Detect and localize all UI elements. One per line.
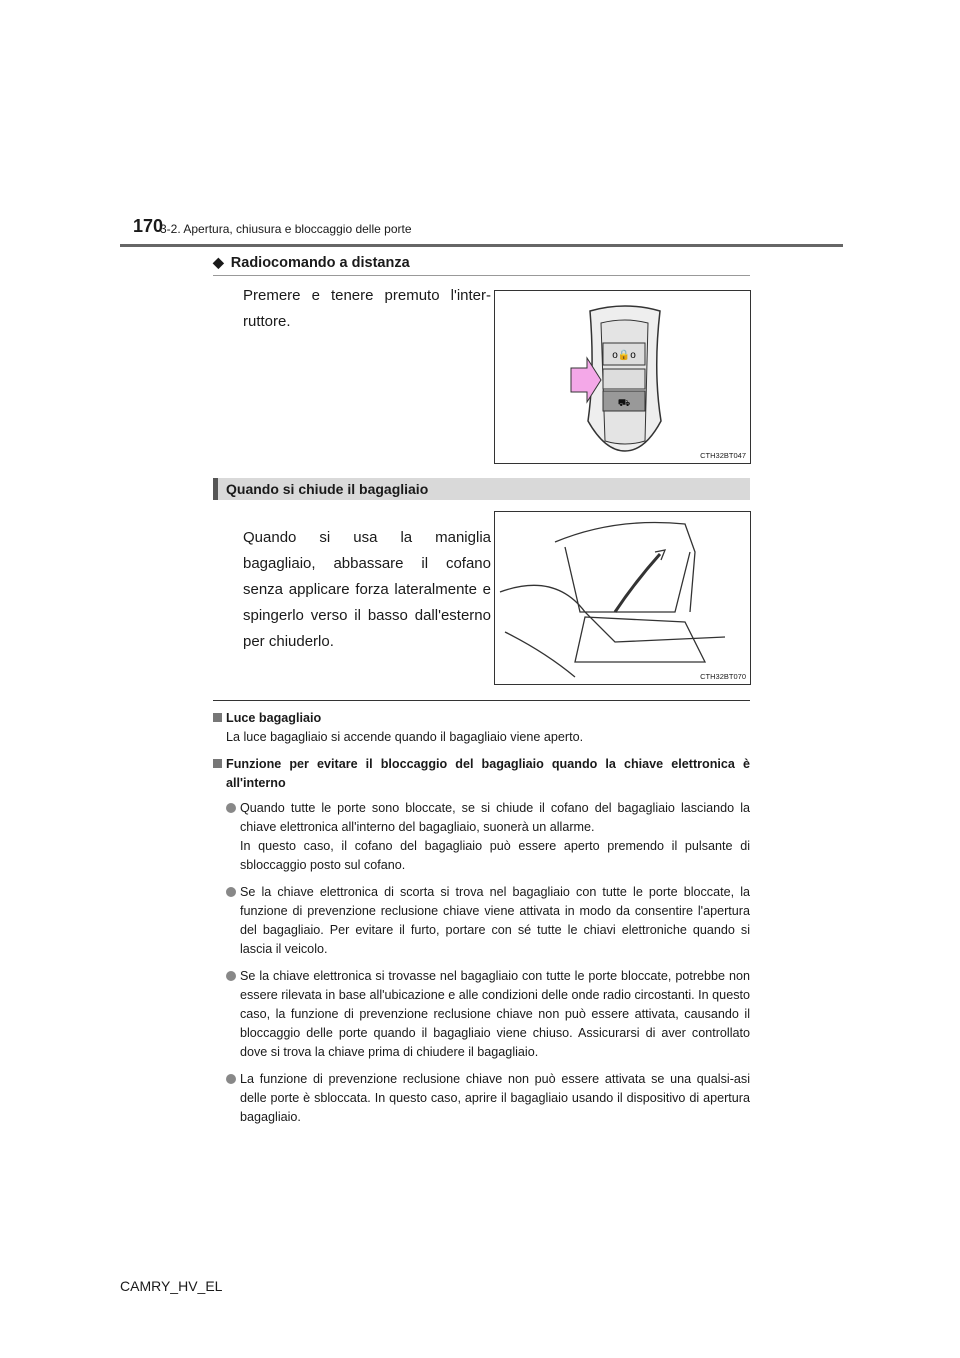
- figure-code: CTH32BT047: [700, 451, 746, 460]
- divider: [213, 275, 750, 276]
- diamond-icon: ◆: [213, 254, 224, 270]
- section-title: Quando si chiude il bagagliaio: [226, 481, 429, 497]
- svg-text:⛟: ⛟: [617, 398, 631, 409]
- square-bullet-icon: [213, 759, 222, 768]
- bullet-text: Se la chiave elettronica si trovasse nel bagagliaio con tutte le porte bloccate, potrebbe non essere rilevata in base all'ubicazione e alle condizioni delle onde radio circostanti. In questo caso, la funzione di prevenzione reclusione chiave non può essere attivata, causando il bloccaggio delle porte quando il bagagliaio viene chiuso. Assicurarsi di aver controllato dove si trova la chiave prima di chiudere il bagagliaio.: [240, 969, 750, 1059]
- divider: [213, 700, 750, 701]
- page-number: 170: [133, 216, 164, 236]
- circle-bullet-icon: [226, 887, 236, 897]
- note-title: Funzione per evitare il bloccaggio del bagagliaio quando la chiave elettronica è all'interno: [226, 757, 750, 790]
- key-fob-illustration: [495, 291, 750, 463]
- bullet-item: [226, 967, 750, 1062]
- circle-bullet-icon: [226, 971, 236, 981]
- key-fob-figure: [494, 290, 751, 464]
- trunk-illustration: [495, 512, 750, 684]
- bullet-item: [226, 799, 750, 875]
- chapter-title: 3-2. Apertura, chiusura e bloccaggio delle porte: [160, 222, 412, 236]
- header-rule: [120, 244, 843, 247]
- footer-model-code: CAMRY_HV_EL: [120, 1278, 223, 1294]
- instruction-text: Premere e tenere premuto l'inter-ruttore.: [243, 287, 491, 330]
- subsection-title: Radiocomando a distanza: [230, 255, 410, 271]
- notes: [213, 709, 750, 1135]
- note-heading: [213, 755, 750, 793]
- note-title: Luce bagagliaio: [226, 711, 322, 725]
- note-text: La luce bagagliaio si accende quando il bagagliaio viene aperto.: [226, 730, 584, 744]
- trunk-figure: [494, 511, 751, 685]
- note-heading: [213, 709, 750, 728]
- subsection-heading: [213, 254, 410, 271]
- section-text: Quando si usa la maniglia bagagliaio, abbassare il cofano senza applicare forza lateralmente e spingerlo verso il basso dall'esterno per chiuderlo.: [243, 529, 491, 650]
- bullet-text: Se la chiave elettronica di scorta si trova nel bagagliaio con tutte le porte bloccate, la funzione di prevenzione reclusione chiave viene attivata in modo da consentire l'apertura del bagagliaio. Per evitare il furto, portare con sé tutte le chiavi elettroniche quando si lascia il veicolo.: [240, 885, 750, 956]
- bullet-item: [226, 883, 750, 959]
- circle-bullet-icon: [226, 803, 236, 813]
- bullet-item: [226, 1070, 750, 1127]
- square-bullet-icon: [213, 713, 222, 722]
- svg-text:o🔒o: o🔒o: [612, 350, 636, 361]
- circle-bullet-icon: [226, 1074, 236, 1084]
- bullet-text: In questo caso, il cofano del bagagliaio può essere aperto premendo il pulsante di sbloccaggio posto sul cofano.: [240, 839, 750, 872]
- section-heading: [213, 478, 750, 500]
- figure-code: CTH32BT070: [700, 672, 746, 681]
- bullet-text: La funzione di prevenzione reclusione chiave non può essere attivata se una qualsi-asi delle porte è sbloccata. In questo caso, aprire il bagagliaio usando il dispositivo di apertura bagagliaio.: [240, 1072, 750, 1124]
- bullet-text: Quando tutte le porte sono bloccate, se si chiude il cofano del bagagliaio lasciando la chiave elettronica all'interno del bagagliaio, suonerà un allarme.: [240, 801, 750, 834]
